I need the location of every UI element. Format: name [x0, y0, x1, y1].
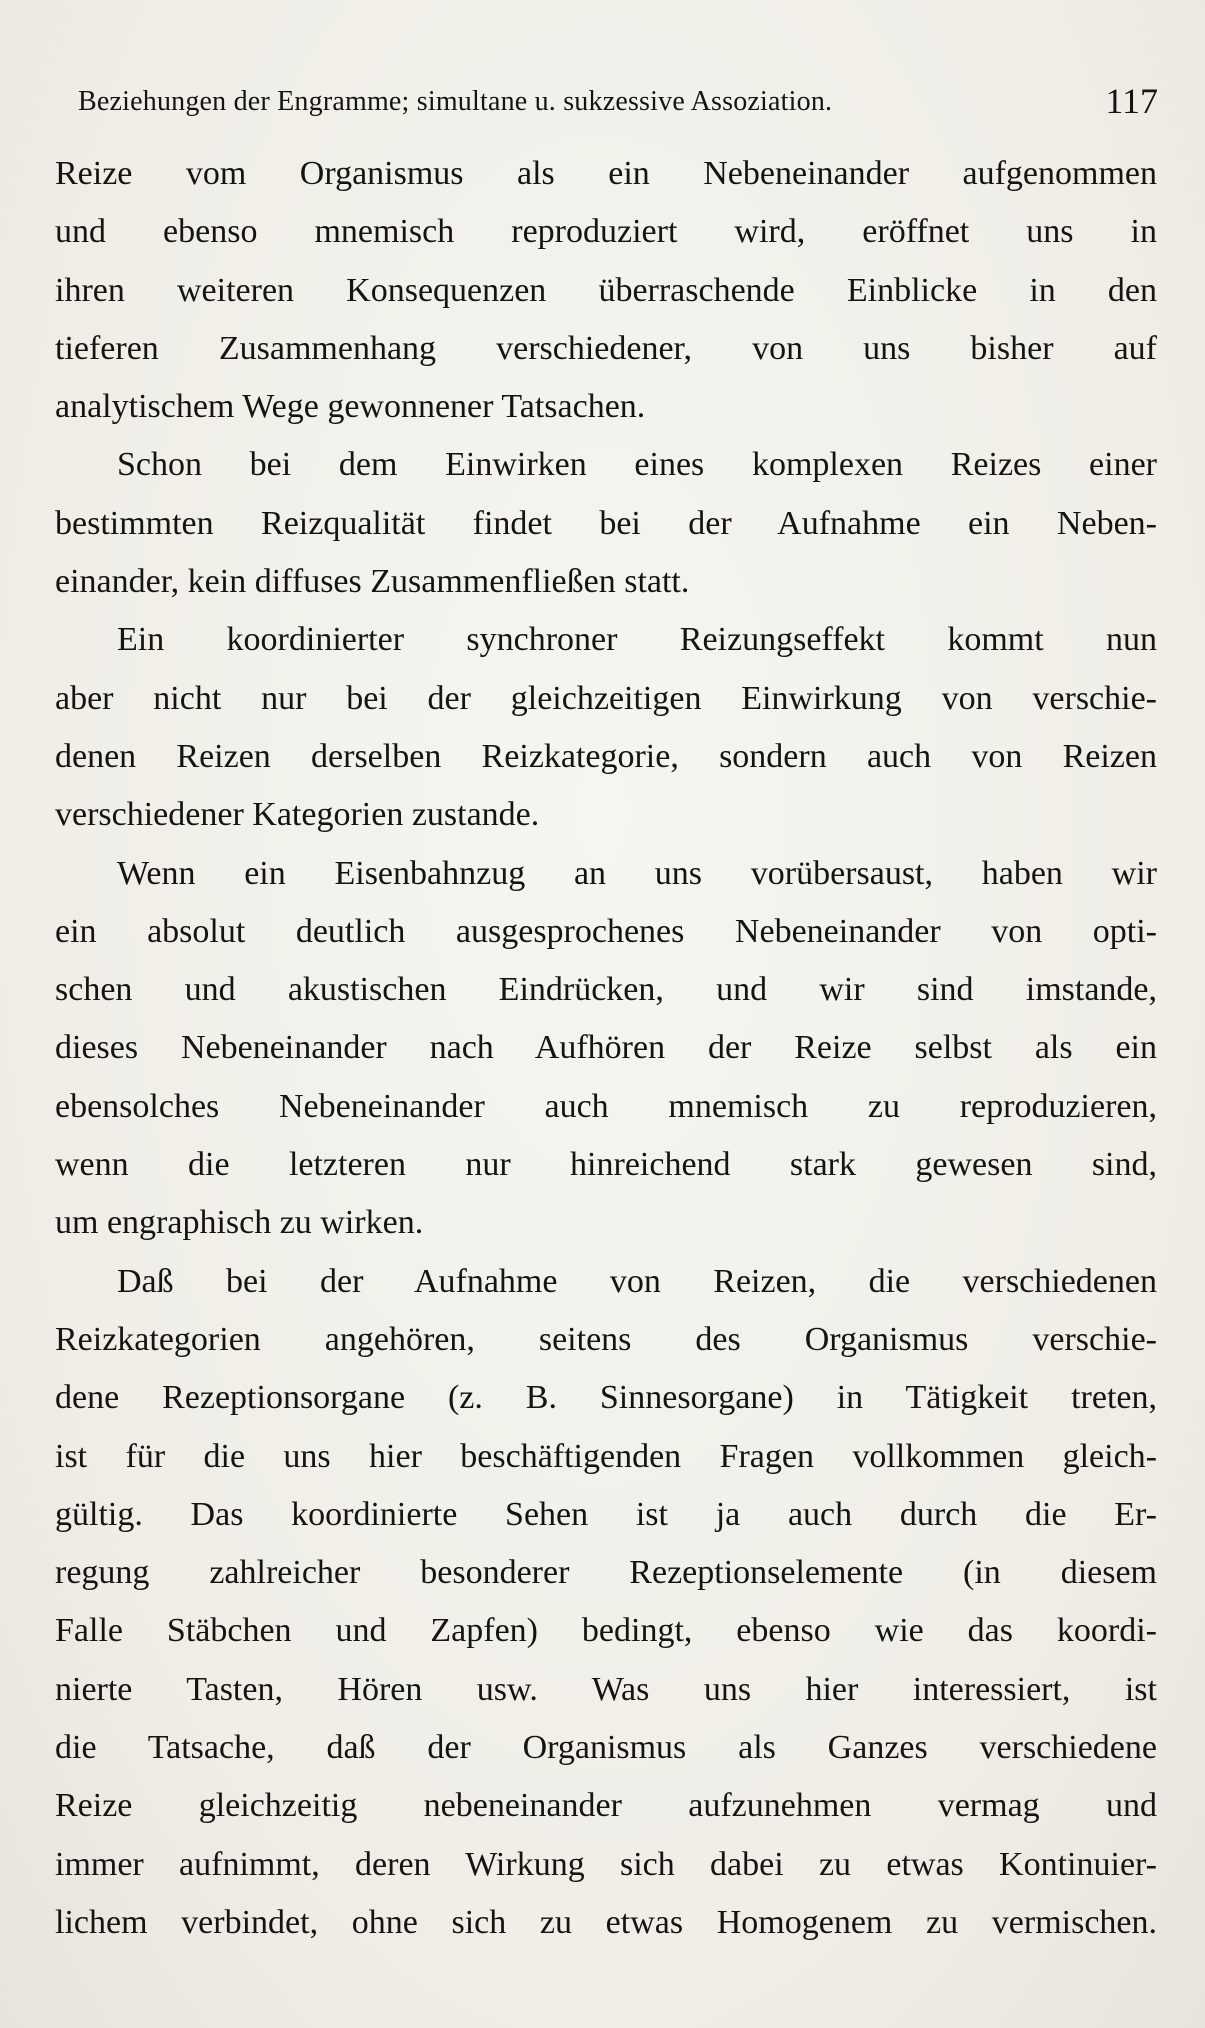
- text-line: nierte Tasten, Hören usw. Was uns hier interessiert, ist: [55, 1670, 1157, 1708]
- text-line: denen Reizen derselben Reizkategorie, sondern auch von Reizen: [55, 737, 1157, 775]
- text-line: Reizkategorien angehören, seitens des Organismus verschie-: [55, 1320, 1157, 1358]
- text-line: dene Rezeptionsorgane (z. B. Sinnesorgane) in Tätigkeit treten,: [55, 1379, 1157, 1417]
- text-line: immer aufnimmt, deren Wirkung sich dabei zu etwas Kontinuier-: [55, 1845, 1157, 1883]
- text-line: einander, kein diffuses Zusammenfließen statt.: [55, 563, 690, 601]
- text-line: ein absolut deutlich ausgesprochenes Nebeneinander von opti-: [55, 912, 1157, 950]
- text-line: ist für die uns hier beschäftigenden Fragen vollkommen gleich-: [55, 1437, 1157, 1475]
- text-line: Reize gleichzeitig nebeneinander aufzunehmen vermag und: [55, 1787, 1157, 1825]
- text-line: und ebenso mnemisch reproduziert wird, eröffnet uns in: [55, 213, 1157, 251]
- page-header: [78, 78, 1158, 128]
- paragraph-first-line: Daß bei der Aufnahme von Reizen, die verschiedenen: [117, 1262, 1157, 1300]
- paragraph-first-line: Wenn ein Eisenbahnzug an uns vorübersaust, haben wir: [117, 854, 1157, 892]
- text-line: ihren weiteren Konsequenzen überraschende Einblicke in den: [55, 271, 1157, 309]
- text-line: Reize vom Organismus als ein Nebeneinander aufgenommen: [55, 155, 1157, 192]
- text-line: analytischem Wege gewonnener Tatsachen.: [55, 388, 646, 426]
- text-line: schen und akustischen Eindrücken, und wir sind imstande,: [55, 971, 1157, 1009]
- text-line: lichem verbindet, ohne sich zu etwas Homogenem zu vermischen.: [55, 1903, 1157, 1941]
- paragraph-first-line: Schon bei dem Einwirken eines komplexen Reizes einer: [117, 446, 1157, 484]
- text-line: aber nicht nur bei der gleichzeitigen Einwirkung von verschie-: [55, 679, 1157, 717]
- paragraph-first-line: Ein koordinierter synchroner Reizungseffekt kommt nun: [117, 621, 1157, 659]
- running-title: Beziehungen der Engramme; simultane u. sukzessive Assoziation.: [78, 86, 833, 117]
- text-line: verschiedener Kategorien zustande.: [55, 796, 540, 834]
- text-line: gültig. Das koordinierte Sehen ist ja auch durch die Er-: [55, 1495, 1157, 1533]
- text-line: wenn die letzteren nur hinreichend stark gewesen sind,: [55, 1146, 1157, 1184]
- body-text: [55, 145, 1157, 1952]
- text-line: um engraphisch zu wirken.: [55, 1204, 424, 1242]
- text-line: dieses Nebeneinander nach Aufhören der Reize selbst als ein: [55, 1029, 1157, 1067]
- text-line: Falle Stäbchen und Zapfen) bedingt, ebenso wie das koordi-: [55, 1612, 1157, 1650]
- text-line: ebensolches Nebeneinander auch mnemisch zu reproduzieren,: [55, 1087, 1157, 1125]
- text-line: bestimmten Reizqualität findet bei der Aufnahme ein Neben-: [55, 504, 1157, 542]
- page-number: 117: [1105, 81, 1158, 121]
- text-line: die Tatsache, daß der Organismus als Ganzes verschiedene: [55, 1729, 1157, 1767]
- text-line: tieferen Zusammenhang verschiedener, von uns bisher auf: [55, 329, 1157, 367]
- text-line: regung zahlreicher besonderer Rezeptionselemente (in diesem: [55, 1554, 1157, 1592]
